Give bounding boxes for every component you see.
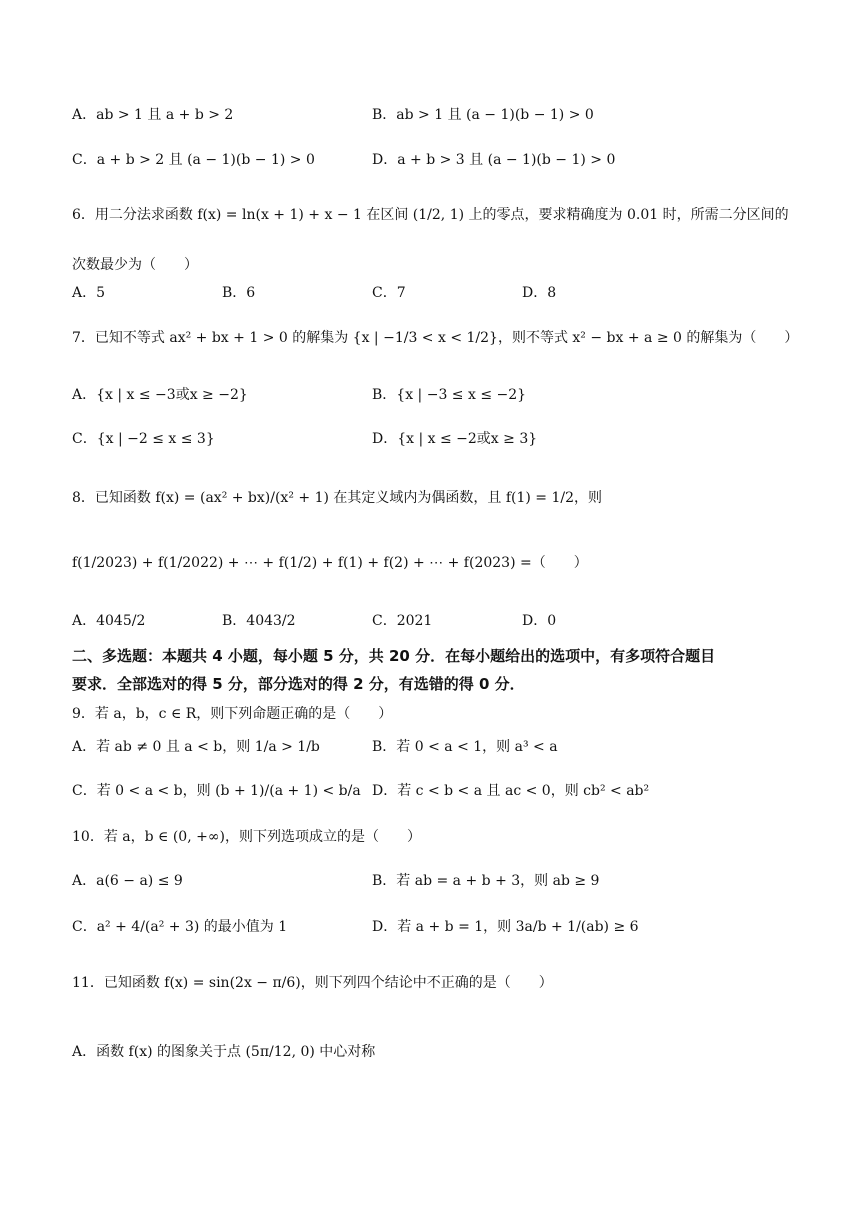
q8-option-d: D．0 (522, 613, 557, 629)
q7-option-d: D．{x | x ≤ −2或x ≥ 3} (372, 431, 538, 447)
q5-option-d: D．a + b > 3 且 (a − 1)(b − 1) > 0 (372, 152, 616, 168)
q10-stem: 10．若 a，b ∈ (0, +∞)，则下列选项成立的是（ ） (72, 829, 421, 845)
section2-heading-line1: 二、多选题：本题共 4 小题，每小题 5 分，共 20 分．在每小题给出的选项中，有多项符合题目 (72, 647, 716, 665)
q10-option-b: B．若 ab = a + b + 3，则 ab ≥ 9 (372, 873, 600, 889)
q8-stem-line1: 8．已知函数 f(x) = (ax² + bx)/(x² + 1) 在其定义域内为偶函数，且 f(1) = 1/2，则 (72, 490, 603, 506)
q6-option-c: C．7 (372, 285, 406, 301)
q7-option-b: B．{x | −3 ≤ x ≤ −2} (372, 387, 527, 403)
q9-option-a: A．若 ab ≠ 0 且 a < b，则 1/a > 1/b (72, 739, 320, 755)
q7-stem: 7．已知不等式 ax² + bx + 1 > 0 的解集为 {x | −1/3 < x < 1/2}，则不等式 x² − bx + a ≥ 0 的解集为（ ） (72, 330, 799, 346)
q8-option-b: B．4043/2 (222, 613, 296, 629)
q5-option-b: B．ab > 1 且 (a − 1)(b − 1) > 0 (372, 107, 594, 123)
q8-option-a: A．4045/2 (72, 613, 146, 629)
q10-option-a: A．a(6 − a) ≤ 9 (72, 873, 183, 889)
q9-option-d: D．若 c < b < a 且 ac < 0，则 cb² < ab² (372, 783, 650, 799)
q9-stem: 9．若 a，b，c ∈ R，则下列命题正确的是（ ） (72, 706, 393, 722)
q11-option-a: A．函数 f(x) 的图象关于点 (5π/12, 0) 中心对称 (72, 1044, 376, 1060)
q6-option-d: D．8 (522, 285, 557, 301)
q6-stem-line1: 6．用二分法求函数 f(x) = ln(x + 1) + x − 1 在区间 (1/2, 1) 上的零点，要求精确度为 0.01 时，所需二分区间的 (72, 207, 789, 223)
q7-option-c: C．{x | −2 ≤ x ≤ 3} (72, 431, 215, 447)
q5-option-a: A．ab > 1 且 a + b > 2 (72, 107, 234, 123)
q6-option-b: B．6 (222, 285, 256, 301)
q5-option-c: C．a + b > 2 且 (a − 1)(b − 1) > 0 (72, 152, 315, 168)
q10-option-c: C．a² + 4/(a² + 3) 的最小值为 1 (72, 919, 288, 935)
q8-option-c: C．2021 (372, 613, 433, 629)
q8-stem-line2: f(1/2023) + f(1/2022) + ⋯ + f(1/2) + f(1) + f(2) + ⋯ + f(2023) =（ ） (72, 555, 588, 571)
q9-option-c: C．若 0 < a < b，则 (b + 1)/(a + 1) < b/a (72, 783, 361, 799)
q9-option-b: B．若 0 < a < 1，则 a³ < a (372, 739, 558, 755)
q11-stem: 11．已知函数 f(x) = sin(2x − π/6)，则下列四个结论中不正确的是（ ） (72, 975, 553, 991)
section2-heading-line2: 要求．全部选对的得 5 分，部分选对的得 2 分，有选错的得 0 分． (72, 675, 525, 693)
q6-stem-line2: 次数最少为（ ） (72, 257, 198, 273)
q7-option-a: A．{x | x ≤ −3或x ≥ −2} (72, 387, 248, 403)
q10-option-d: D．若 a + b = 1，则 3a/b + 1/(ab) ≥ 6 (372, 919, 639, 935)
q6-option-a: A．5 (72, 285, 106, 301)
